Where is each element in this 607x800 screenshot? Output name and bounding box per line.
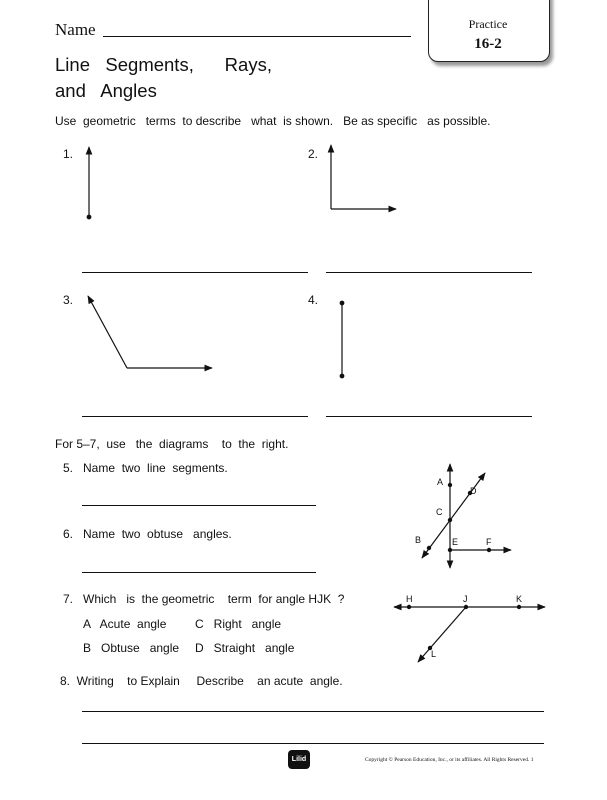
label-A: A xyxy=(437,477,444,487)
label-E: E xyxy=(452,537,459,547)
problem-7-text: 7. Which is the geometric term for angle HJK ? xyxy=(63,592,345,606)
figure-3-obtuse-angle xyxy=(88,296,212,368)
label-D: D xyxy=(470,486,477,496)
choice-a[interactable]: A Acute angle xyxy=(83,617,167,631)
problem-8-text: 8. Writing to Explain Describe an acute angle. xyxy=(60,674,343,688)
choice-b[interactable]: B Obtuse angle xyxy=(83,641,180,655)
label-H: H xyxy=(406,594,413,604)
copyright-text: Copyright © Pearson Education, Inc., or its affiliates. All Rights Reserved. 1 xyxy=(365,757,534,763)
figure-4-segment xyxy=(340,301,344,378)
problem-2-number: 2. xyxy=(308,147,319,161)
diagram-2 xyxy=(394,605,545,662)
name-label: Name xyxy=(55,20,96,39)
instructions: Use geometric terms to describe what is shown. Be as specific as possible. xyxy=(55,114,491,128)
problem-4-number: 4. xyxy=(308,293,319,307)
label-B: B xyxy=(415,535,422,545)
practice-label: Practice xyxy=(468,17,508,31)
problem-1-number: 1. xyxy=(63,147,74,161)
figure-2-right-angle xyxy=(331,145,396,209)
publisher-logo: Lilid xyxy=(288,750,310,769)
label-J: J xyxy=(463,594,468,604)
label-F: F xyxy=(486,537,492,547)
practice-number: 16-2 xyxy=(474,36,502,52)
problem-3-number: 3. xyxy=(63,293,74,307)
choice-c[interactable]: C Right angle xyxy=(195,617,282,631)
choice-d[interactable]: D Straight angle xyxy=(195,641,295,655)
label-C: C xyxy=(436,507,443,517)
figure-1-ray xyxy=(87,147,91,219)
label-L: L xyxy=(431,649,437,659)
label-K: K xyxy=(516,594,523,604)
problem-6-text: 6. Name two obtuse angles. xyxy=(63,527,232,541)
problem-5-text: 5. Name two line segments. xyxy=(63,461,228,475)
for-5-7-instruction: For 5–7, use the diagrams to the right. xyxy=(55,437,289,451)
title-line-2: and Angles xyxy=(55,80,157,101)
title-line-1: Line Segments, Rays, xyxy=(55,54,272,75)
